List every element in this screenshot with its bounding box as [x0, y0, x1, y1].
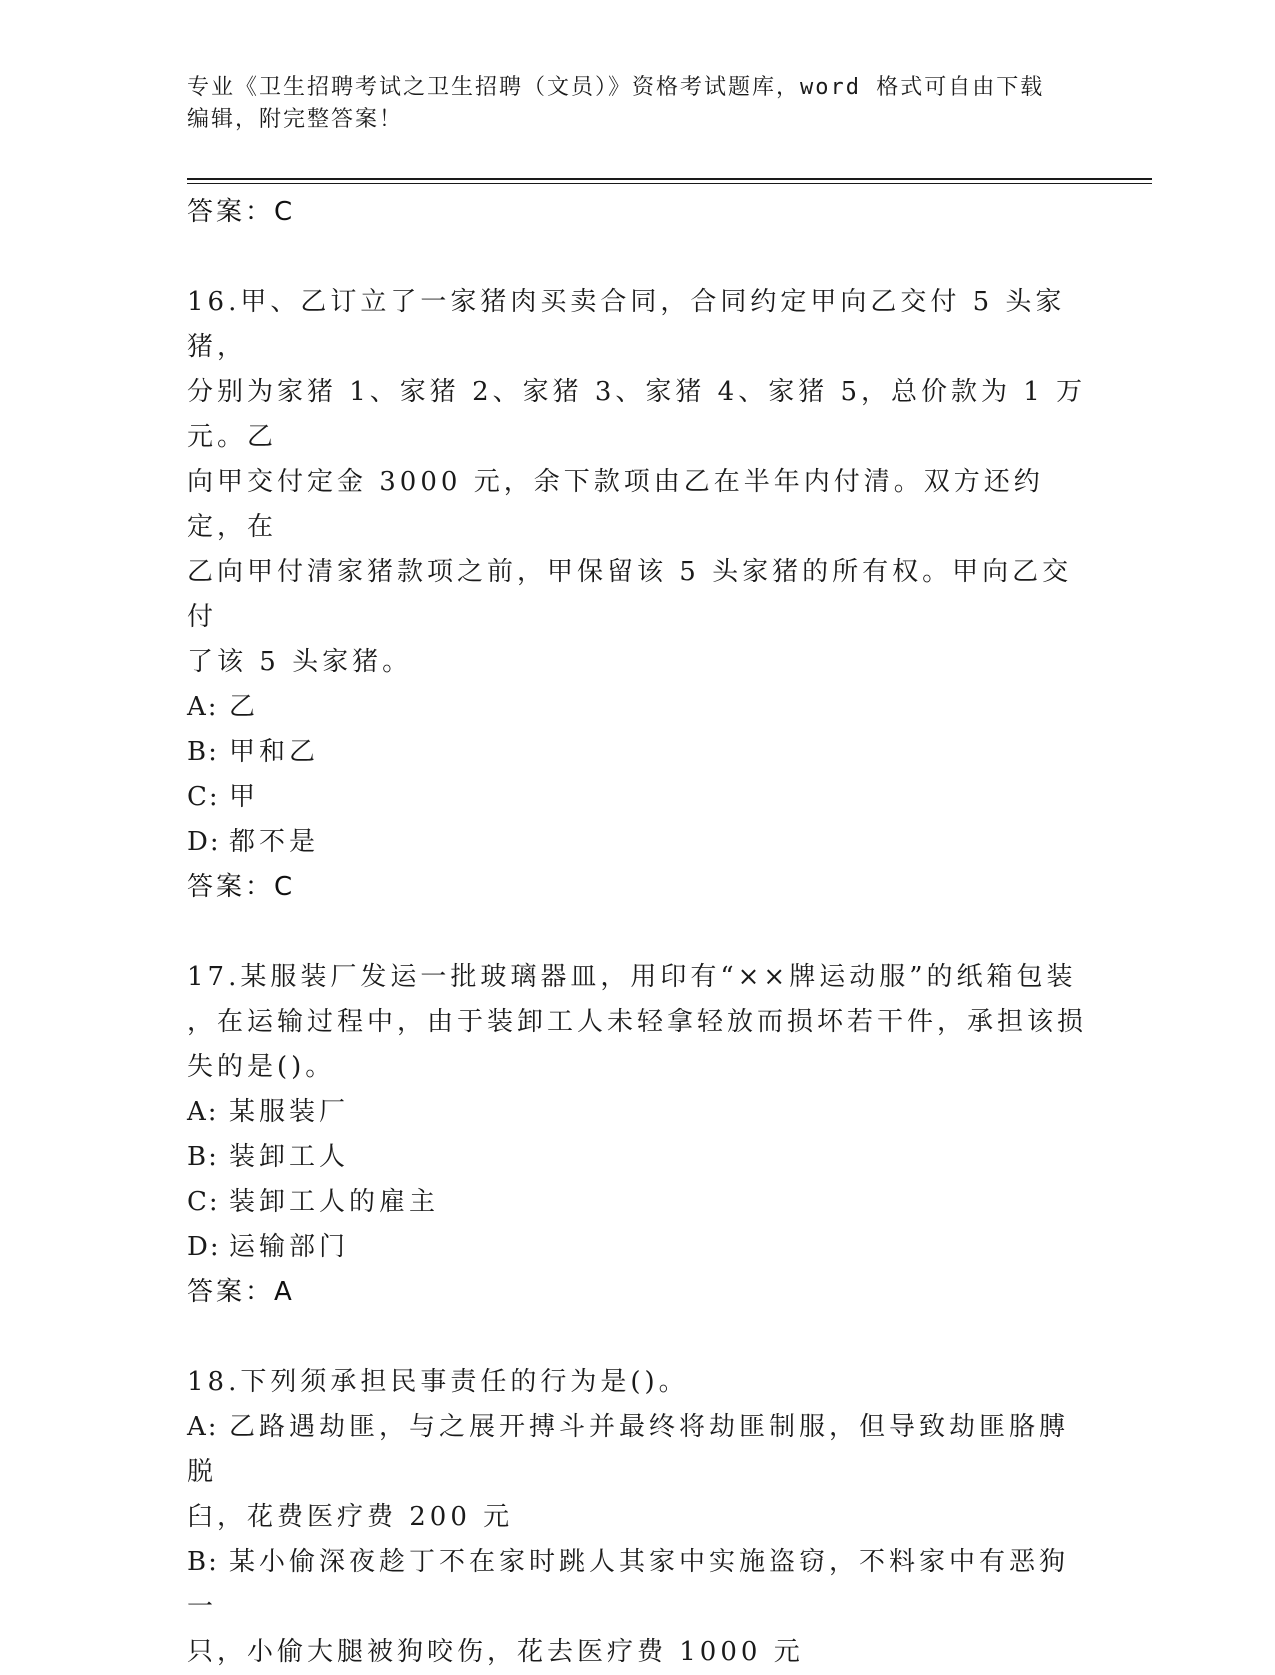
option-text: 运输部门 [229, 1232, 350, 1262]
option-a [187, 1405, 1087, 1495]
spacer [187, 1315, 1087, 1360]
question-text-line: 16.甲、乙订立了一家猪肉买卖合同，合同约定甲向乙交付 5 头家猪， [187, 287, 1066, 362]
option-letter: A: [187, 692, 219, 722]
option-d [187, 1225, 1087, 1270]
question-16 [187, 280, 1087, 910]
header-rule-thin [187, 183, 1152, 184]
option-text: 甲 [229, 782, 260, 812]
option-letter: A: [187, 1412, 219, 1442]
option-c [187, 775, 1087, 820]
option-letter: B: [187, 737, 219, 767]
question-text-line: 乙向甲付清家猪款项之前，甲保留该 5 头家猪的所有权。甲向乙交付 [187, 557, 1073, 632]
document-body [187, 185, 1087, 1675]
option-letter: D: [187, 827, 221, 857]
option-text: 某小偷深夜趁丁不在家时跳人其家中实施盗窃，不料家中有恶狗一 [187, 1547, 1070, 1622]
spacer [187, 910, 1087, 955]
option-text: 某服装厂 [229, 1097, 350, 1127]
question-text-line: 18.下列须承担民事责任的行为是()。 [187, 1367, 689, 1397]
header-rule-thick [187, 178, 1152, 180]
previous-answer: 答案：C [187, 197, 296, 227]
option-text: 乙 [229, 692, 260, 722]
question-18 [187, 1360, 1087, 1675]
option-text: 都不是 [229, 827, 320, 857]
option-letter: B: [187, 1547, 219, 1577]
question-text-line: 17.某服装厂发运一批玻璃器皿，用印有“××牌运动服”的纸箱包装 [187, 962, 1077, 992]
answer-line: 答案：C [187, 872, 296, 902]
option-b [187, 730, 1087, 775]
answer-line: 答案：A [187, 1277, 295, 1307]
option-b [187, 1540, 1087, 1630]
question-text-line: 向甲交付定金 3000 元，余下款项由乙在半年内付清。双方还约定，在 [187, 467, 1044, 542]
option-text-continuation: 臼，花费医疗费 200 元 [187, 1502, 514, 1532]
question-text-line: ，在运输过程中，由于装卸工人未轻拿轻放而损坏若干件，承担该损 [187, 1007, 1088, 1037]
option-text: 装卸工人 [229, 1142, 350, 1172]
question-text-line: 失的是()。 [187, 1052, 336, 1082]
option-a [187, 1090, 1087, 1135]
option-letter: C: [187, 1187, 220, 1217]
option-text: 乙路遇劫匪，与之展开搏斗并最终将劫匪制服，但导致劫匪胳膊脱 [187, 1412, 1070, 1487]
header-line-1: 专业《卫生招聘考试之卫生招聘（文员）》资格考试题库，word 格式可自由下载 [187, 75, 1045, 100]
option-letter: B: [187, 1142, 219, 1172]
header-line-2: 编辑，附完整答案！ [187, 107, 404, 132]
option-c [187, 1180, 1087, 1225]
option-text: 装卸工人的雇主 [229, 1187, 440, 1217]
document-header [187, 72, 1067, 136]
option-b [187, 1135, 1087, 1180]
option-letter: A: [187, 1097, 219, 1127]
question-text-line: 分别为家猪 1、家猪 2、家猪 3、家猪 4、家猪 5，总价款为 1 万元。乙 [187, 377, 1087, 452]
option-d [187, 820, 1087, 865]
question-17 [187, 955, 1087, 1315]
option-text: 甲和乙 [229, 737, 320, 767]
spacer [187, 235, 1087, 280]
question-text-line: 了该 5 头家猪。 [187, 647, 413, 677]
option-letter: D: [187, 1232, 221, 1262]
option-a [187, 685, 1087, 730]
option-letter: C: [187, 782, 220, 812]
option-text-continuation: 只，小偷大腿被狗咬伤，花去医疗费 1000 元 [187, 1637, 804, 1667]
